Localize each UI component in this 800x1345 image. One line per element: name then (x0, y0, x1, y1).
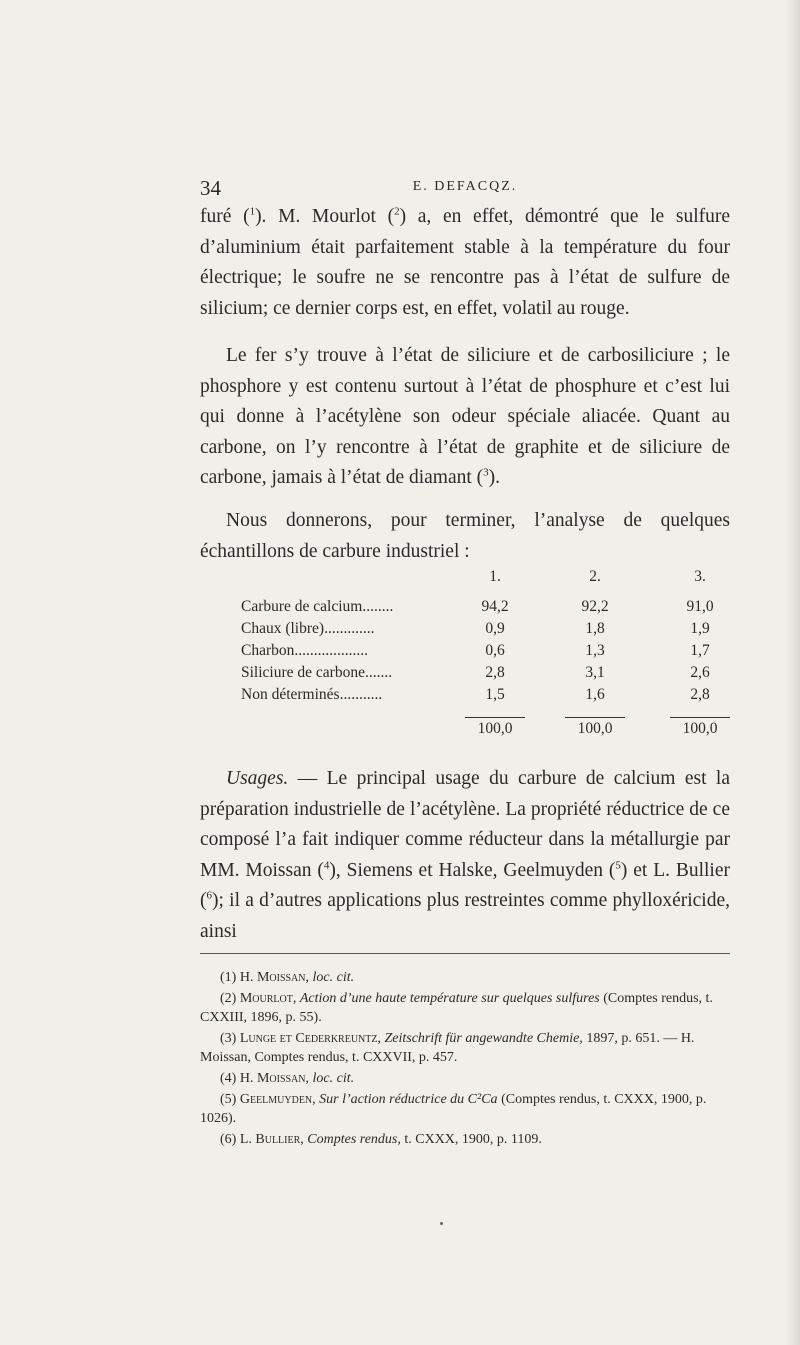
footnote-ref[interactable]: 3 (483, 466, 489, 479)
table-cell: 2,8 (690, 686, 710, 703)
sum-rule (565, 717, 625, 718)
table-cell: 2,6 (690, 664, 710, 681)
sum-rule (670, 717, 730, 718)
page-number: 34 (200, 176, 221, 200)
table-cell: 1,8 (585, 620, 605, 637)
row-label: Carbure de calcium........ (241, 598, 394, 615)
footnote-ref[interactable]: 1 (249, 205, 256, 218)
table-row (241, 642, 721, 664)
table-cell: 94,2 (481, 598, 509, 615)
paragraph-text: ) a, en effet, démontré que le sulfure d’aluminium était parfaitement stable à la température du four électrique; le soufre ne se rencontre pas à l’état de sulfure de silicium; ce dernier corps est, en effet, volatil au rouge. (200, 206, 730, 319)
footnote-2: (2) Mourlot, Action d’une haute température sur quelques sulfures (Comptes rendus, t. CXXIII, 1896, p. 55). (200, 991, 713, 1025)
paragraph-usages (200, 764, 730, 948)
footnote-5: (5) Geelmuyden, Sur l’action réductrice du C²Ca (Comptes rendus, t. CXXX, 1900, p. 1026). (200, 1092, 707, 1126)
page-header (200, 176, 730, 200)
paragraph-text: ). (488, 467, 501, 489)
column-header: 2. (589, 568, 601, 585)
total-cell: 100,0 (477, 720, 513, 737)
table-cell: 1,7 (690, 642, 710, 659)
paragraph-text: ) et L. Bullier ( (200, 859, 731, 912)
row-label: Chaux (libre)............. (241, 620, 375, 637)
table-row (241, 620, 721, 642)
table-cell: 1,3 (585, 642, 605, 659)
table-cell: 92,2 (581, 598, 609, 615)
paragraph-analyse: Nous donnerons, pour terminer, l’analyse de quelques échantillons de carbure industriel : (200, 510, 730, 562)
footnote-1: (1) H. Moissan, loc. cit. (220, 970, 355, 985)
column-header: 1. (489, 568, 501, 585)
footnotes (200, 968, 740, 1151)
footnote-4: (4) H. Moissan, loc. cit. (220, 1071, 355, 1086)
analysis-table (241, 568, 721, 742)
footnote-ref[interactable]: 4 (323, 859, 330, 872)
total-cell: 100,0 (577, 720, 613, 737)
paragraph-text: ); il a d’autres applications plus restreintes comme phylloxéricide, ainsi (200, 890, 730, 942)
paragraph-text: Le fer s’y trouve à l’état de siliciure et de carbosiliciure ; le phosphore y est contenu surtout à l’état de phosphure et c’est lui qui donne à l’acétylène son odeur spéciale aliacée. Quant au carbone, on l’y rencontre à l’état de graphite et de siliciure de carbone, jamais à l’état de diamant ( (200, 345, 730, 489)
table-cell: 1,6 (585, 686, 605, 703)
paragraph-text: ), Siemens et Halske, Geelmuyden ( (329, 859, 616, 881)
paragraph-text: furé ( (200, 206, 250, 227)
table-cell: 3,1 (585, 664, 605, 681)
paragraph-fer (200, 341, 730, 494)
paragraph-sulfure (200, 202, 730, 324)
table-cell: 1,9 (690, 620, 710, 637)
table-cell: 0,6 (485, 642, 505, 659)
footnote-ref[interactable]: 5 (615, 859, 621, 872)
paper-speck (440, 1222, 443, 1225)
table-row (241, 664, 721, 686)
footnote-ref[interactable]: 6 (206, 889, 212, 902)
footnote-6: (6) L. Bullier, Comptes rendus, t. CXXX, 1900, p. 1109. (220, 1132, 542, 1147)
row-label: Non déterminés........... (241, 686, 383, 703)
table-total-row (241, 720, 721, 742)
table-cell: 0,9 (485, 620, 505, 637)
footnote-ref[interactable]: 2 (394, 205, 400, 218)
table-row (241, 686, 721, 708)
page-edge-shadow (786, 0, 800, 1345)
running-title: E. DEFACQZ. (412, 179, 518, 194)
total-cell: 100,0 (682, 720, 718, 737)
table-cell: 2,8 (485, 664, 505, 681)
row-label: Charbon................... (241, 642, 369, 659)
footnote-separator (200, 953, 730, 954)
paragraph-text: — Le principal usage du carbure de calcium est la préparation industrielle de l’acétylène. La propriété réductrice de ce composé l’a fait indiquer comme réducteur dans la métallurgie par MM. Moissan ( (200, 768, 730, 881)
paragraph-text: ). M. Mourlot ( (255, 206, 395, 227)
footnote-3: (3) Lunge et Cederkreuntz, Zeitschrift für angewandte Chemie, 1897, p. 651. — H. Moissan, Comptes rendus, t. CXXVII, p. 457. (200, 1031, 695, 1065)
section-title-usages: Usages. (226, 768, 289, 789)
table-cell: 91,0 (686, 598, 714, 615)
table-row (241, 598, 721, 620)
table-header-row (241, 568, 721, 598)
row-label: Siliciure de carbone....... (241, 664, 393, 681)
sum-rule (465, 717, 525, 718)
column-header: 3. (694, 568, 706, 585)
table-cell: 1,5 (485, 686, 505, 703)
